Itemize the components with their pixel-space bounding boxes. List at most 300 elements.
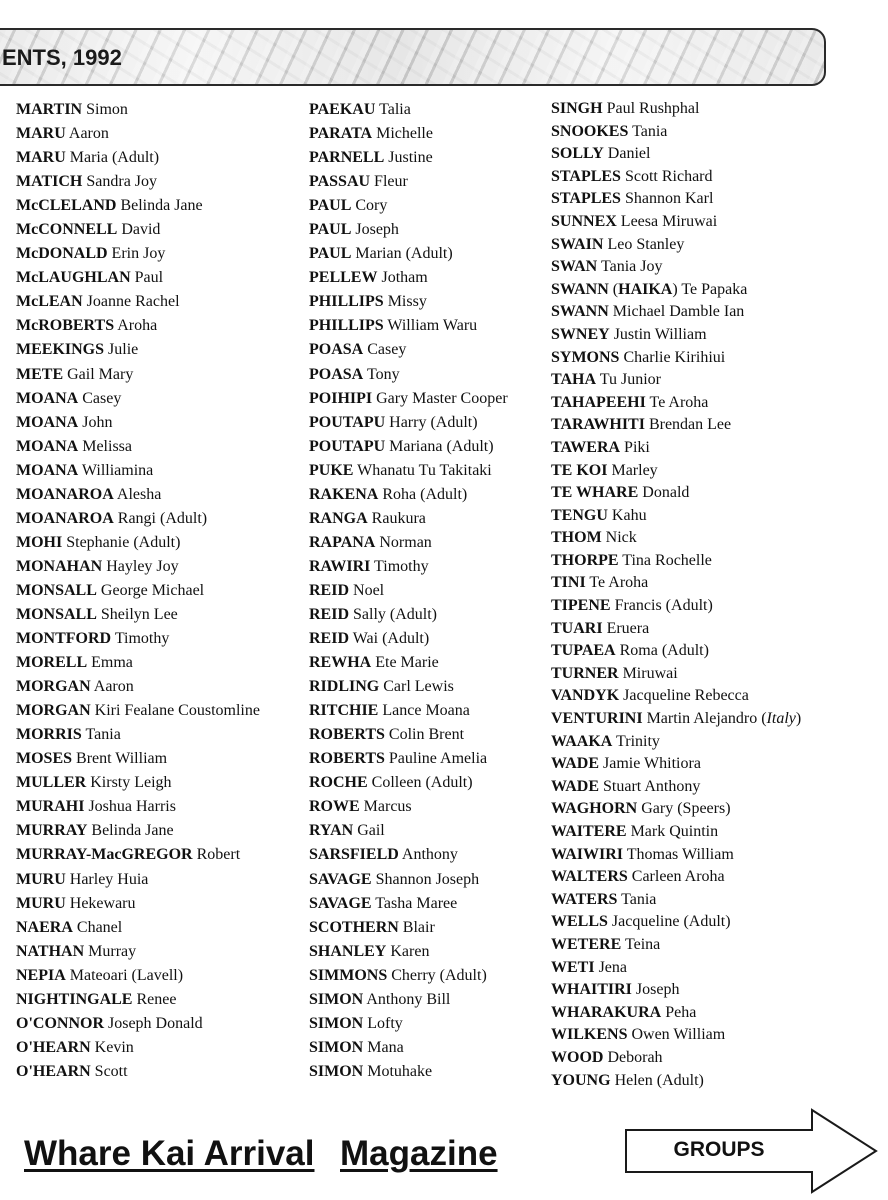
given-name-rest: )	[795, 710, 802, 728]
given-name: Brendan Lee	[644, 416, 732, 434]
name-entry	[551, 279, 881, 302]
name-entry	[551, 527, 881, 550]
surname: SNOOKES	[551, 122, 629, 140]
surname: SOLLY	[551, 145, 604, 163]
given-name: Anthony	[398, 846, 458, 864]
surname: McDONALD	[16, 245, 108, 263]
name-entry	[551, 821, 881, 844]
whare-kai-arrival-link[interactable]: Whare Kai Arrival	[24, 1134, 315, 1173]
name-entry	[551, 1024, 881, 1047]
surname: POASA	[309, 341, 364, 359]
given-name: Chanel	[72, 918, 123, 936]
given-name: Marley	[607, 461, 658, 479]
surname: THORPE	[551, 551, 619, 569]
name-entry	[16, 242, 316, 266]
name-column-3	[551, 98, 881, 1092]
surname: MURRAY	[16, 822, 88, 840]
given-name: Whanatu Tu Takitaki	[353, 461, 492, 479]
name-entry	[551, 640, 881, 663]
name-entry	[16, 218, 316, 242]
surname: MOANA	[16, 461, 79, 479]
surname: VANDYK	[551, 687, 620, 705]
surname: MOANAROA	[16, 509, 114, 527]
given-name: Michelle	[372, 125, 433, 143]
surname: MOANAROA	[16, 485, 114, 503]
surname: POIHIPI	[309, 389, 373, 407]
surname: MONSALL	[16, 581, 97, 599]
given-name: Anthony Bill	[363, 990, 451, 1008]
surname: WATERS	[551, 890, 618, 908]
given-name: Helen (Adult)	[610, 1071, 704, 1089]
surname: SWAIN	[551, 235, 604, 253]
given-name: Lance Moana	[378, 702, 470, 720]
given-name: Missy	[383, 293, 427, 311]
surname: ROCHE	[309, 774, 368, 792]
given-name: Marian (Adult)	[351, 245, 453, 263]
name-entry	[551, 460, 881, 483]
name-entry	[309, 411, 549, 435]
surname: ROBERTS	[309, 726, 385, 744]
surname: VENTURINI	[551, 710, 643, 728]
given-name: Harley Huia	[65, 870, 149, 888]
given-name: Michael Damble Ian	[608, 303, 745, 321]
name-entry	[309, 579, 549, 603]
given-name: Joanne Rachel	[82, 293, 180, 311]
given-name: (	[608, 280, 619, 298]
surname: MATICH	[16, 173, 83, 191]
given-name: Stephanie (Adult)	[62, 533, 181, 551]
surname: RAWIRI	[309, 557, 371, 575]
given-name: Mariana (Adult)	[385, 437, 494, 455]
surname: PAUL	[309, 197, 352, 215]
groups-button-label: GROUPS	[673, 1138, 765, 1161]
surname: McROBERTS	[16, 317, 115, 335]
surname: POUTAPU	[309, 413, 386, 431]
given-name: Marcus	[359, 798, 412, 816]
given-name: Peha	[661, 1003, 697, 1021]
given-name: Tania Joy	[597, 258, 663, 276]
surname: REID	[309, 581, 350, 599]
given-name: Pauline Amelia	[384, 750, 488, 768]
surname: McCONNELL	[16, 221, 118, 239]
given-name: Colin Brent	[384, 726, 465, 744]
name-entry	[309, 363, 549, 387]
given-name: Joseph Donald	[104, 1014, 203, 1032]
given-name: Erin Joy	[107, 245, 166, 263]
given-name-rest: ) Te Papaka	[672, 280, 748, 298]
name-entry	[551, 572, 881, 595]
surname: O'HEARN	[16, 1062, 91, 1080]
name-entry	[309, 747, 549, 771]
surname: WETI	[551, 958, 595, 976]
name-entry	[16, 627, 316, 651]
name-entry	[16, 747, 316, 771]
name-entry	[16, 146, 316, 170]
name-entry	[551, 1070, 881, 1093]
given-name: Murray	[84, 942, 137, 960]
name-entry	[309, 459, 549, 483]
given-name: Justine	[384, 149, 433, 167]
name-entry	[16, 507, 316, 531]
given-name: Noel	[349, 581, 385, 599]
given-name: Cory	[351, 197, 388, 215]
given-name: Maria (Adult)	[65, 149, 160, 167]
surname: McLAUGHLAN	[16, 269, 131, 287]
surname: SIMMONS	[309, 966, 388, 984]
surname: WAIWIRI	[551, 845, 624, 863]
name-entry	[551, 166, 881, 189]
surname: MONTFORD	[16, 630, 112, 648]
surname: RANGA	[309, 509, 368, 527]
given-name: Sandra Joy	[82, 173, 158, 191]
given-name: Ete Marie	[371, 654, 439, 672]
given-name: Casey	[78, 389, 122, 407]
given-name: Simon	[82, 101, 128, 118]
name-entry	[551, 256, 881, 279]
given-name: Sheilyn Lee	[96, 605, 178, 623]
given-name: Tania	[617, 890, 657, 908]
surname: NATHAN	[16, 942, 85, 960]
name-entry	[16, 579, 316, 603]
given-name: Francis (Adult)	[610, 597, 713, 615]
given-name: Mana	[363, 1038, 404, 1056]
given-name: Daniel	[603, 145, 651, 163]
name-entry	[16, 940, 316, 964]
given-name: John	[78, 413, 113, 431]
name-entry	[551, 211, 881, 234]
name-entry	[309, 555, 549, 579]
given-name: Emma	[87, 654, 133, 672]
surname: RAPANA	[309, 533, 376, 551]
surname: NEPIA	[16, 966, 66, 984]
given-name: Harry (Adult)	[385, 413, 478, 431]
name-entry	[16, 290, 316, 314]
surname: TUPAEA	[551, 642, 616, 660]
given-name: Carleen Aroha	[627, 868, 725, 886]
surname: MORGAN	[16, 702, 91, 720]
given-name: Carl Lewis	[379, 678, 454, 696]
given-name: Tania	[628, 122, 668, 140]
given-name: Miruwai	[618, 664, 678, 682]
surname: RYAN	[309, 822, 354, 840]
surname: O'CONNOR	[16, 1014, 104, 1032]
name-entry	[16, 916, 316, 940]
surname-alt: HAIKA	[618, 280, 673, 298]
surname: STAPLES	[551, 190, 621, 208]
surname: TAWERA	[551, 438, 621, 456]
name-entry	[309, 843, 549, 867]
surname: MOSES	[16, 750, 73, 768]
surname: SYMONS	[551, 348, 620, 366]
name-entry	[16, 868, 316, 892]
given-name: Joshua Harris	[84, 798, 176, 816]
name-entry	[551, 663, 881, 686]
surname: MURU	[16, 870, 66, 888]
name-entry	[551, 392, 881, 415]
name-entry	[16, 483, 316, 507]
name-entry	[309, 771, 549, 795]
surname: PASSAU	[309, 173, 371, 191]
name-entry	[551, 98, 881, 121]
name-entry	[551, 414, 881, 437]
section-banner	[0, 28, 826, 86]
name-entry	[309, 940, 549, 964]
name-entry	[551, 685, 881, 708]
name-column-1	[16, 98, 316, 1084]
name-entry	[551, 1002, 881, 1025]
given-name: Trinity	[612, 732, 660, 750]
surname: SIMON	[309, 1062, 364, 1080]
name-entry	[16, 651, 316, 675]
given-name: Leesa Miruwai	[616, 212, 718, 230]
surname: PARNELL	[309, 149, 385, 167]
given-name: Charlie Kirihiui	[619, 348, 726, 366]
surname: McLEAN	[16, 293, 83, 311]
surname: WADE	[551, 755, 600, 773]
name-entry	[16, 771, 316, 795]
given-name: William Waru	[383, 317, 478, 335]
given-name: Belinda Jane	[116, 197, 203, 215]
name-entry	[551, 301, 881, 324]
surname: MARU	[16, 125, 66, 143]
surname: MURAHI	[16, 798, 85, 816]
surname: TE KOI	[551, 461, 608, 479]
given-name: Gail Mary	[63, 365, 134, 383]
given-name: Fleur	[370, 173, 408, 191]
given-name: Gary (Speers)	[637, 800, 731, 818]
name-entry	[309, 964, 549, 988]
name-entry	[309, 194, 549, 218]
surname: SHANLEY	[309, 942, 387, 960]
given-name: Teina	[621, 935, 661, 953]
name-entry	[309, 435, 549, 459]
surname: SIMON	[309, 990, 364, 1008]
given-name: Hekewaru	[65, 894, 136, 912]
name-column-2	[309, 98, 549, 1084]
given-name: Timothy	[111, 630, 170, 648]
given-name: Thomas William	[623, 845, 734, 863]
surname: SWAN	[551, 258, 598, 276]
surname: MURRAY-MacGREGOR	[16, 846, 193, 864]
given-name: Donald	[638, 484, 690, 502]
surname: SINGH	[551, 100, 603, 117]
name-entry	[309, 603, 549, 627]
given-name: Jacqueline (Adult)	[607, 913, 731, 931]
name-entry	[551, 979, 881, 1002]
surname: PAUL	[309, 245, 352, 263]
surname: TUARI	[551, 619, 603, 637]
surname: WAGHORN	[551, 800, 638, 818]
name-entry	[551, 1047, 881, 1070]
name-entry	[309, 170, 549, 194]
given-name: Jamie Whitiora	[599, 755, 701, 773]
surname: SIMON	[309, 1038, 364, 1056]
name-entry	[551, 618, 881, 641]
surname: WADE	[551, 777, 600, 795]
name-entry	[309, 675, 549, 699]
given-name: Owen William	[627, 1026, 726, 1044]
name-entry	[309, 699, 549, 723]
given-name: Martin Alejandro (	[642, 710, 767, 728]
given-name: Tania	[81, 726, 121, 744]
given-name: Justin William	[609, 325, 707, 343]
surname: TURNER	[551, 664, 619, 682]
given-name: Tina Rochelle	[618, 551, 712, 569]
name-entry	[309, 627, 549, 651]
name-entry	[551, 708, 881, 731]
surname: SUNNEX	[551, 212, 617, 230]
surname: ROWE	[309, 798, 360, 816]
surname: MOANA	[16, 437, 79, 455]
surname: TAHA	[551, 371, 597, 389]
given-name: Mateoari (Lavell)	[65, 966, 184, 984]
name-entry	[16, 266, 316, 290]
name-entry	[551, 934, 881, 957]
name-entry	[309, 314, 549, 338]
name-entry	[16, 387, 316, 411]
surname: MONSALL	[16, 605, 97, 623]
surname: RIDLING	[309, 678, 380, 696]
name-entry	[16, 122, 316, 146]
name-entry	[551, 595, 881, 618]
name-entry	[551, 437, 881, 460]
name-entry	[551, 753, 881, 776]
name-entry	[309, 483, 549, 507]
given-name: Rangi (Adult)	[113, 509, 208, 527]
surname: SARSFIELD	[309, 846, 399, 864]
surname: TE WHARE	[551, 484, 639, 502]
given-name: Kiri Fealane Coustomline	[90, 702, 260, 720]
name-entry	[16, 170, 316, 194]
name-entry	[551, 369, 881, 392]
name-entry	[16, 1036, 316, 1060]
given-name: Eruera	[602, 619, 650, 637]
surname: O'HEARN	[16, 1038, 91, 1056]
name-entry	[16, 892, 316, 916]
given-name: Deborah	[603, 1048, 663, 1066]
given-name: Blair	[398, 918, 435, 936]
name-entry	[551, 798, 881, 821]
name-entry	[309, 819, 549, 843]
given-name: George Michael	[96, 581, 205, 599]
name-entry	[309, 531, 549, 555]
surname: SWANN	[551, 303, 609, 321]
given-name: Paul	[130, 269, 164, 287]
surname: PHILLIPS	[309, 293, 384, 311]
name-entry	[16, 314, 316, 338]
given-name: Aroha	[114, 317, 158, 335]
name-entry	[16, 988, 316, 1012]
name-entry	[309, 916, 549, 940]
surname: METE	[16, 365, 64, 383]
name-entry	[16, 795, 316, 819]
name-entry	[551, 482, 881, 505]
name-entry	[16, 435, 316, 459]
given-name: Lofty	[363, 1014, 403, 1032]
name-entry	[309, 98, 549, 122]
given-name: Norman	[375, 533, 432, 551]
surname: RITCHIE	[309, 702, 379, 720]
surname: TAHAPEEHI	[551, 393, 646, 411]
name-entry	[309, 387, 549, 411]
surname: REID	[309, 605, 350, 623]
name-entry	[309, 795, 549, 819]
surname: WAAKA	[551, 732, 613, 750]
given-name: Paul Rushphal	[602, 100, 700, 117]
name-entry	[16, 603, 316, 627]
name-entry	[16, 531, 316, 555]
name-entry	[309, 723, 549, 747]
given-name: Gail	[353, 822, 385, 840]
name-entry	[16, 411, 316, 435]
given-name: Jotham	[377, 269, 428, 287]
name-entry	[309, 242, 549, 266]
given-name: Wai (Adult)	[349, 630, 430, 648]
given-name: Gary Master Cooper	[372, 389, 508, 407]
given-name: David	[117, 221, 161, 239]
name-entry	[309, 868, 549, 892]
surname: PHILLIPS	[309, 317, 384, 335]
magazine-link[interactable]: Magazine	[340, 1134, 498, 1173]
given-name: Tasha Maree	[371, 894, 458, 912]
name-entry	[16, 363, 316, 387]
given-name: Aaron	[90, 678, 134, 696]
given-name: Te Aroha	[645, 393, 709, 411]
given-name: Williamina	[78, 461, 154, 479]
name-entry	[16, 1060, 316, 1084]
name-entry	[16, 675, 316, 699]
name-entry	[16, 459, 316, 483]
surname: ROBERTS	[309, 750, 385, 768]
name-entry	[309, 218, 549, 242]
surname: MOHI	[16, 533, 63, 551]
given-name: Raukura	[367, 509, 426, 527]
given-name: Casey	[363, 341, 407, 359]
given-name: Shannon Joseph	[371, 870, 480, 888]
surname: WHAITIRI	[551, 981, 632, 999]
given-name: Stuart Anthony	[599, 777, 701, 795]
surname: PAUL	[309, 221, 352, 239]
given-name: Colleen (Adult)	[367, 774, 473, 792]
surname: SWNEY	[551, 325, 610, 343]
name-entry	[551, 188, 881, 211]
name-entry	[551, 121, 881, 144]
given-name: Motuhake	[363, 1062, 433, 1080]
name-entry	[16, 98, 316, 122]
name-entry	[309, 507, 549, 531]
name-entry	[309, 988, 549, 1012]
surname: MOANA	[16, 413, 79, 431]
name-entry	[16, 338, 316, 362]
name-entry	[16, 555, 316, 579]
name-entry	[551, 550, 881, 573]
name-entry	[309, 1060, 549, 1084]
name-entry	[16, 819, 316, 843]
surname: RAKENA	[309, 485, 379, 503]
surname: SAVAGE	[309, 894, 372, 912]
given-name: Melissa	[78, 437, 132, 455]
surname: PARATA	[309, 125, 373, 143]
surname: SAVAGE	[309, 870, 372, 888]
name-entry	[309, 1012, 549, 1036]
groups-arrow-button[interactable]	[624, 1108, 880, 1194]
name-entry	[551, 505, 881, 528]
surname: MARU	[16, 149, 66, 167]
given-name: Jacqueline Rebecca	[619, 687, 749, 705]
surname: MORGAN	[16, 678, 91, 696]
surname: MEEKINGS	[16, 341, 105, 359]
given-name: Tu Junior	[596, 371, 661, 389]
